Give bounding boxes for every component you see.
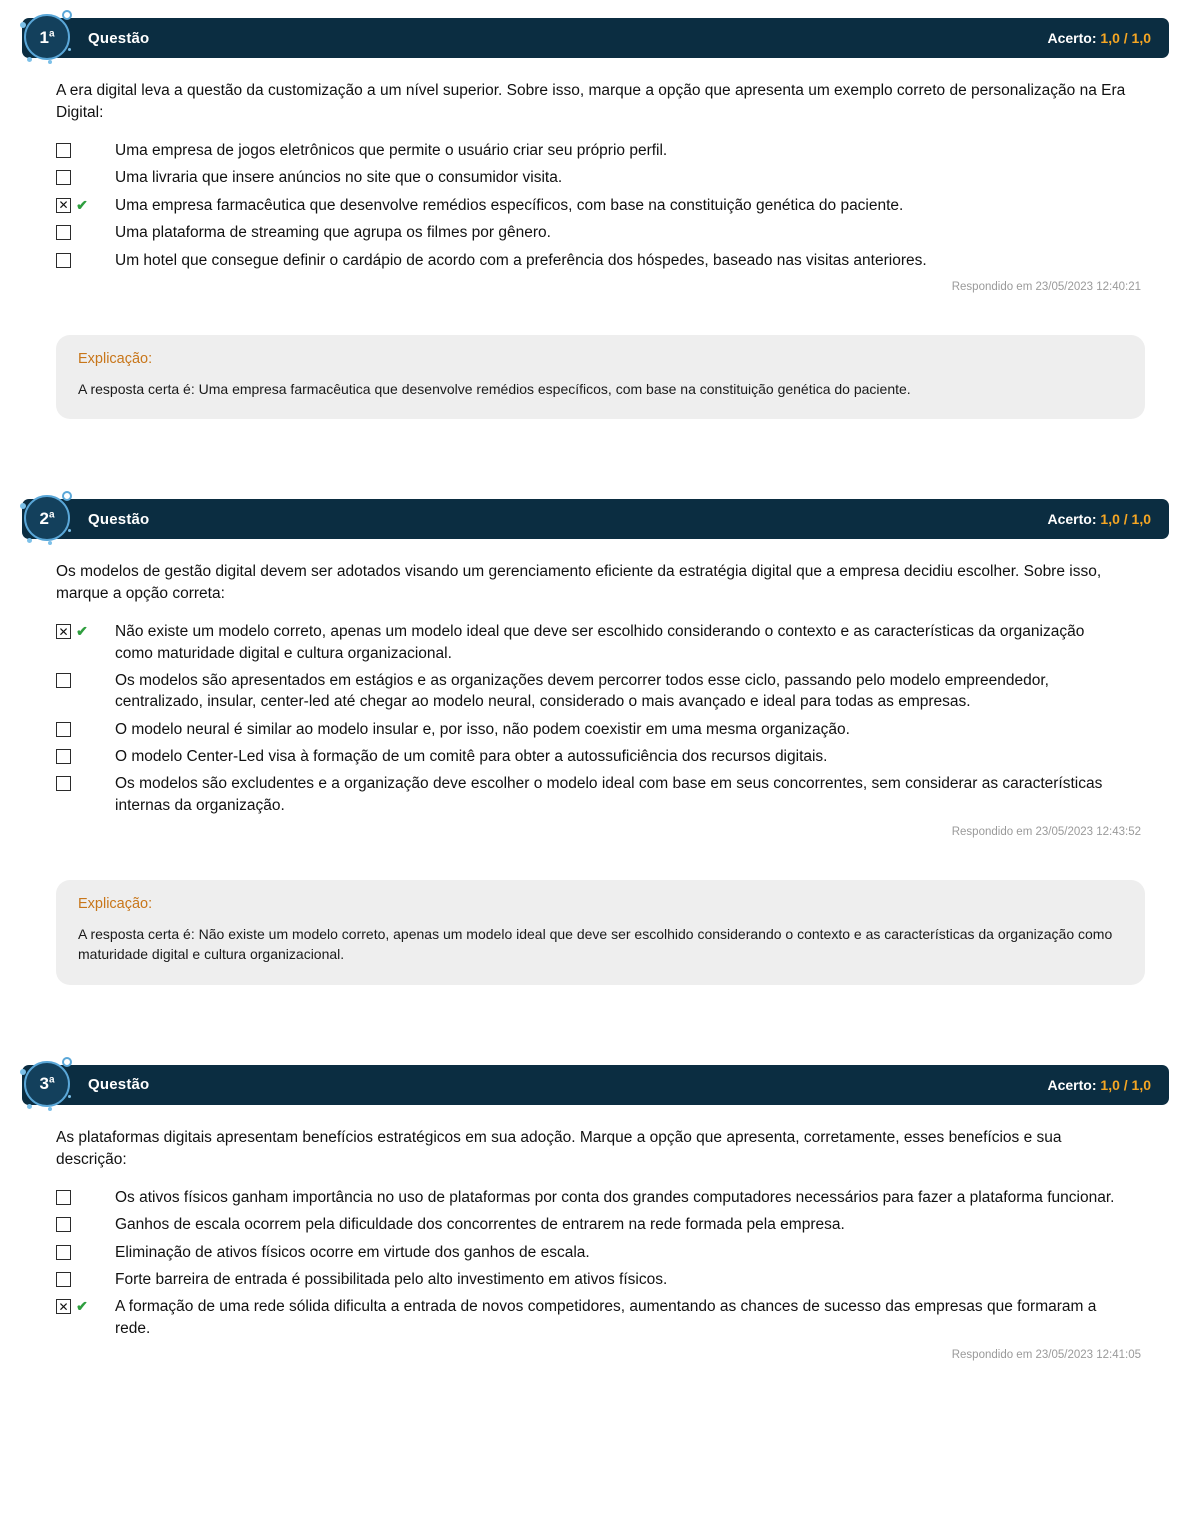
option-text: Uma empresa farmacêutica que desenvolve remédios específicos, com base na constituição genética do paciente. <box>115 196 904 214</box>
answered-timestamp: Respondido em 23/05/2023 12:43:52 <box>951 826 1141 839</box>
question-label: Questão <box>88 1076 150 1094</box>
question-header <box>22 499 1169 539</box>
option-text: Os modelos são apresentados em estágios e as organizações devem percorrer todos esse ciclo, passando pelo modelo empreendedor, centralizado, insular, center-led até chegar ao modelo neural, considerado o mais avançado e ideal para todas as empresas. <box>115 671 1049 711</box>
answer-marker-placeholder <box>71 1271 93 1287</box>
question-number: 2$^a$ <box>39 508 55 528</box>
option-row[interactable] <box>56 1214 1145 1235</box>
option-text: Ganhos de escala ocorrem pela dificuldade dos concorrentes de entrarem na rede formada pela empresa. <box>115 1216 845 1234</box>
explanation-text: A resposta certa é: Não existe um modelo correto, apenas um modelo ideal que deve ser escolhido considerando o contexto e as características da organização como maturidade digital e cultura organizacional. <box>78 926 1113 963</box>
checkbox-icon[interactable] <box>56 1217 71 1232</box>
option-row[interactable] <box>56 250 1145 271</box>
option-text: Um hotel que consegue definir o cardápio de acordo com a preferência dos hóspedes, baseado nas visitas anteriores. <box>115 251 927 269</box>
answer-marker-placeholder <box>71 224 93 240</box>
option-row[interactable] <box>56 1296 1145 1339</box>
answer-marker-placeholder <box>71 775 93 791</box>
checkbox-icon[interactable] <box>56 1245 71 1260</box>
score-value: 1,0 / 1,0 <box>1100 1076 1151 1093</box>
badge-dot-icon <box>48 541 52 545</box>
option-row[interactable] <box>56 1242 1145 1263</box>
answered-timestamp: Respondido em 23/05/2023 12:40:21 <box>951 280 1141 293</box>
checkbox-icon[interactable] <box>56 1190 71 1205</box>
score-value: 1,0 / 1,0 <box>1100 511 1151 528</box>
option-row[interactable] <box>56 195 1145 216</box>
question-statement: A era digital leva a questão da customização a um nível superior. Sobre isso, marque a opção que apresenta um exemplo correto de personalização na Era Digital: <box>56 82 1126 121</box>
correct-answer-check-icon: ✔ <box>76 623 88 640</box>
option-row[interactable] <box>56 670 1145 713</box>
checkbox-icon[interactable] <box>56 253 71 268</box>
explanation-text: A resposta certa é: Uma empresa farmacêutica que desenvolve remédios específicos, com base na constituição genética do paciente. <box>78 380 911 397</box>
question-body <box>22 1105 1169 1361</box>
answer-marker-placeholder <box>71 142 93 158</box>
checkbox-checked-icon[interactable]: ✕ <box>56 1299 71 1314</box>
section-spacer <box>0 457 1191 499</box>
option-row[interactable] <box>56 222 1145 243</box>
option-text: Não existe um modelo correto, apenas um modelo ideal que deve ser escolhido considerando o contexto e as características da organização como maturidade digital e cultura organizacional. <box>115 623 1085 662</box>
question-score <box>1048 511 1152 527</box>
option-text: Uma livraria que insere anúncios no site que o consumidor visita. <box>115 169 563 187</box>
option-text: Uma plataforma de streaming que agrupa os filmes por gênero. <box>115 224 551 242</box>
badge-dot-icon <box>27 538 32 543</box>
option-row[interactable] <box>56 621 1145 664</box>
badge-dot-icon <box>62 491 72 501</box>
checkbox-checked-icon[interactable]: ✕ <box>56 624 71 639</box>
checkbox-icon[interactable] <box>56 722 71 737</box>
question-header <box>22 1065 1169 1105</box>
option-text: Os ativos físicos ganham importância no uso de plataformas por conta dos grandes computadores necessários para fazer a plataforma funcionar. <box>115 1188 1115 1206</box>
option-text: Os modelos são excludentes e a organização deve escolher o modelo ideal com base em seus concorrentes, sem considerar as características internas da organização. <box>115 775 1103 814</box>
explanation-panel <box>56 335 1145 419</box>
option-row[interactable] <box>56 746 1145 767</box>
question-body <box>22 539 1169 838</box>
badge-dot-icon <box>68 529 71 532</box>
badge-dot-icon <box>27 57 32 62</box>
badge-dot-icon <box>62 1057 72 1067</box>
answer-marker-placeholder <box>71 1244 93 1260</box>
question-block <box>22 499 1169 1023</box>
options-list <box>56 140 1145 271</box>
question-block <box>22 18 1169 457</box>
score-value: 1,0 / 1,0 <box>1100 30 1151 46</box>
question-number-badge <box>18 489 76 547</box>
options-list <box>56 621 1145 816</box>
option-text: Eliminação de ativos físicos ocorre em virtude dos ganhos de escala. <box>115 1243 590 1261</box>
answer-marker-placeholder <box>71 672 93 688</box>
question-number: 1$^a$ <box>39 27 55 47</box>
question-score <box>1048 30 1152 46</box>
badge-dot-icon <box>68 48 71 51</box>
question-block <box>22 1065 1169 1399</box>
badge-dot-icon <box>27 1104 32 1109</box>
question-number-badge <box>18 8 76 66</box>
question-label: Questão <box>88 29 150 47</box>
answer-marker-placeholder <box>71 169 93 185</box>
option-text: O modelo neural é similar ao modelo insular e, por isso, não podem coexistir em uma mesma organização. <box>115 720 850 738</box>
score-label: Acerto: <box>1047 1076 1101 1093</box>
score-label: Acerto: <box>1047 30 1101 46</box>
option-text: O modelo Center-Led visa à formação de um comitê para obter a autossuficiência dos recursos digitais. <box>115 748 828 766</box>
option-text: Uma empresa de jogos eletrônicos que permite o usuário criar seu próprio perfil. <box>115 142 668 159</box>
checkbox-icon[interactable] <box>56 1272 71 1287</box>
badge-circle <box>24 14 70 60</box>
answer-marker-placeholder <box>71 1216 93 1232</box>
explanation-panel <box>56 880 1145 985</box>
explanation-title: Explicação: <box>78 350 153 367</box>
question-number-badge <box>18 1055 76 1113</box>
option-row[interactable] <box>56 1269 1145 1290</box>
checkbox-icon[interactable] <box>56 170 71 185</box>
option-row[interactable] <box>56 719 1145 740</box>
option-row[interactable] <box>56 1187 1145 1208</box>
checkbox-checked-icon[interactable]: ✕ <box>56 198 71 213</box>
checkbox-icon[interactable] <box>56 776 71 791</box>
question-body <box>22 58 1169 293</box>
option-text: A formação de uma rede sólida dificulta a entrada de novos competidores, aumentando as chances de sucesso das empresas que formaram a rede. <box>115 1298 1097 1337</box>
question-header <box>22 18 1169 58</box>
question-statement: Os modelos de gestão digital devem ser adotados visando um gerenciamento eficiente da estratégia digital que a empresa decidiu escolher. Sobre isso, marque a opção correta: <box>56 563 1102 603</box>
answer-marker-placeholder <box>71 748 93 764</box>
options-list <box>56 1187 1145 1339</box>
question-number: 3$^a$ <box>39 1074 55 1094</box>
correct-answer-check-icon: ✔ <box>76 196 88 213</box>
badge-circle <box>24 495 70 541</box>
question-statement: As plataformas digitais apresentam benefícios estratégicos em sua adoção. Marque a opção que apresenta, corretamente, esses benefícios e sua descrição: <box>56 1128 1062 1168</box>
answered-timestamp: Respondido em 23/05/2023 12:41:05 <box>951 1349 1141 1362</box>
checkbox-icon[interactable] <box>56 673 71 688</box>
answer-marker-placeholder <box>71 721 93 737</box>
question-score <box>1048 1077 1152 1093</box>
badge-circle <box>24 1061 70 1107</box>
correct-answer-check-icon: ✔ <box>76 1298 88 1315</box>
explanation-title: Explicação: <box>78 896 153 913</box>
checkbox-icon[interactable] <box>56 143 71 158</box>
option-row[interactable] <box>56 167 1145 188</box>
section-spacer <box>0 1023 1191 1065</box>
option-row[interactable] <box>56 140 1145 161</box>
answer-marker-placeholder <box>71 1189 93 1205</box>
questions-container <box>0 18 1191 1399</box>
badge-dot-icon <box>68 1095 71 1098</box>
option-row[interactable] <box>56 773 1145 816</box>
badge-dot-icon <box>62 10 72 20</box>
answer-marker-placeholder <box>71 252 93 268</box>
checkbox-icon[interactable] <box>56 225 71 240</box>
badge-dot-icon <box>48 60 52 64</box>
option-text: Forte barreira de entrada é possibilitada pelo alto investimento em ativos físicos. <box>115 1270 668 1288</box>
question-label: Questão <box>88 510 150 528</box>
checkbox-icon[interactable] <box>56 749 71 764</box>
score-label: Acerto: <box>1047 511 1101 528</box>
badge-dot-icon <box>48 1107 52 1111</box>
